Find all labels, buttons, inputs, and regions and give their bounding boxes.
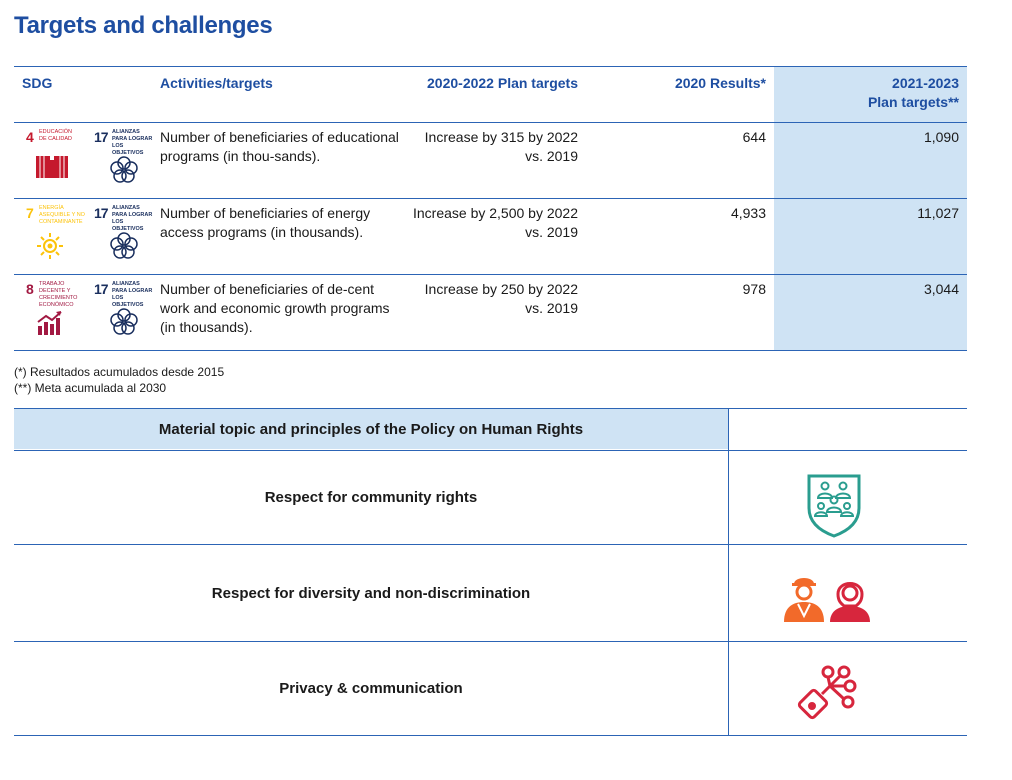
- results-cell: 644: [584, 123, 774, 199]
- plan-cell: Increase by 2,500 by 2022 vs. 2019: [403, 199, 584, 275]
- hr-row-community: [14, 451, 728, 544]
- sdg-17-badge: [94, 280, 156, 344]
- activity-cell: Number of beneficiaries of educational programs (in thou-sands).: [160, 123, 403, 199]
- targets-cell: 11,027: [774, 199, 967, 275]
- partnership-flower-icon: [110, 232, 138, 260]
- sdg-8-badge: [26, 280, 88, 344]
- footnote-results: (*) Resultados acumulados desde 2015: [14, 365, 225, 379]
- sdg-label: EDUCACIÓN DE CALIDAD: [39, 129, 73, 142]
- sdg-number: 7: [26, 205, 34, 221]
- sdg-number: 8: [26, 281, 34, 297]
- targets-table: [14, 66, 967, 351]
- activity-cell: Number of beneficiaries of de-cent work and economic growth programs (in thousands).: [160, 275, 403, 351]
- community-shield-icon: [805, 472, 863, 538]
- table-header-row: [14, 67, 967, 123]
- targets-cell: 3,044: [774, 275, 967, 351]
- sdg-number: 17: [94, 129, 108, 145]
- plan-cell: Increase by 250 by 2022 vs. 2019: [403, 275, 584, 351]
- sdg-cell: [14, 123, 160, 199]
- partnership-flower-icon: [110, 156, 138, 184]
- sdg-cell: [14, 275, 160, 351]
- header-activities: Activities/targets: [160, 67, 403, 123]
- results-cell: 978: [584, 275, 774, 351]
- plan-cell: Increase by 315 by 2022 vs. 2019: [403, 123, 584, 199]
- sdg-4-badge: [26, 128, 88, 192]
- header-future-targets-line2: Plan targets**: [867, 94, 959, 110]
- sdg-number: 4: [26, 129, 34, 145]
- sdg-7-badge: [26, 204, 88, 268]
- header-future-targets-line1: 2021-2023: [892, 75, 959, 91]
- hr-row-label: Privacy & communication: [279, 680, 463, 697]
- table-row: [14, 199, 967, 275]
- sdg-17-badge: [94, 204, 156, 268]
- column-divider: [728, 408, 729, 736]
- page-title: Targets and challenges: [14, 12, 273, 39]
- activity-cell: Number of beneficiaries of energy access programs (in thousands).: [160, 199, 403, 275]
- header-plan-targets: 2020-2022 Plan targets: [403, 67, 584, 123]
- table-row: [14, 275, 967, 351]
- sdg-label: ALIANZAS PARA LOGRAR LOS OBJETIVOS: [112, 205, 153, 232]
- sdg-number: 17: [94, 281, 108, 297]
- hr-row-label: Respect for diversity and non-discrimination: [211, 584, 531, 602]
- hr-table-header: Material topic and principles of the Policy on Human Rights: [14, 409, 728, 449]
- growth-chart-icon: [36, 310, 64, 336]
- sdg-label: ALIANZAS PARA LOGRAR LOS OBJETIVOS: [112, 129, 153, 156]
- header-future-targets: [774, 67, 967, 123]
- hr-row-diversity: [14, 545, 728, 641]
- sun-energy-icon: [36, 232, 64, 260]
- sdg-label: TRABAJO DECENTE Y CRECIMIENTO ECONÓMICO: [39, 281, 78, 308]
- footnotes: [14, 364, 224, 396]
- partnership-flower-icon: [110, 308, 138, 336]
- book-icon: [34, 154, 70, 180]
- targets-cell: 1,090: [774, 123, 967, 199]
- header-results: 2020 Results*: [584, 67, 774, 123]
- divider: [14, 735, 967, 736]
- sdg-label: ENERGÍA ASEQUIBLE Y NO CONTAMINANTE: [39, 205, 85, 225]
- diverse-people-icon: [780, 572, 876, 624]
- sdg-label: ALIANZAS PARA LOGRAR LOS OBJETIVOS: [112, 281, 153, 308]
- sdg-17-badge: [94, 128, 156, 192]
- table-row: [14, 123, 967, 199]
- sdg-number: 17: [94, 205, 108, 221]
- header-sdg: SDG: [14, 67, 160, 123]
- hr-row-privacy: [14, 642, 728, 735]
- privacy-network-icon: [796, 664, 862, 726]
- results-cell: 4,933: [584, 199, 774, 275]
- sdg-cell: [14, 199, 160, 275]
- hr-row-label: Respect for community rights: [264, 489, 478, 506]
- footnote-goal: (**) Meta acumulada al 2030: [14, 381, 167, 395]
